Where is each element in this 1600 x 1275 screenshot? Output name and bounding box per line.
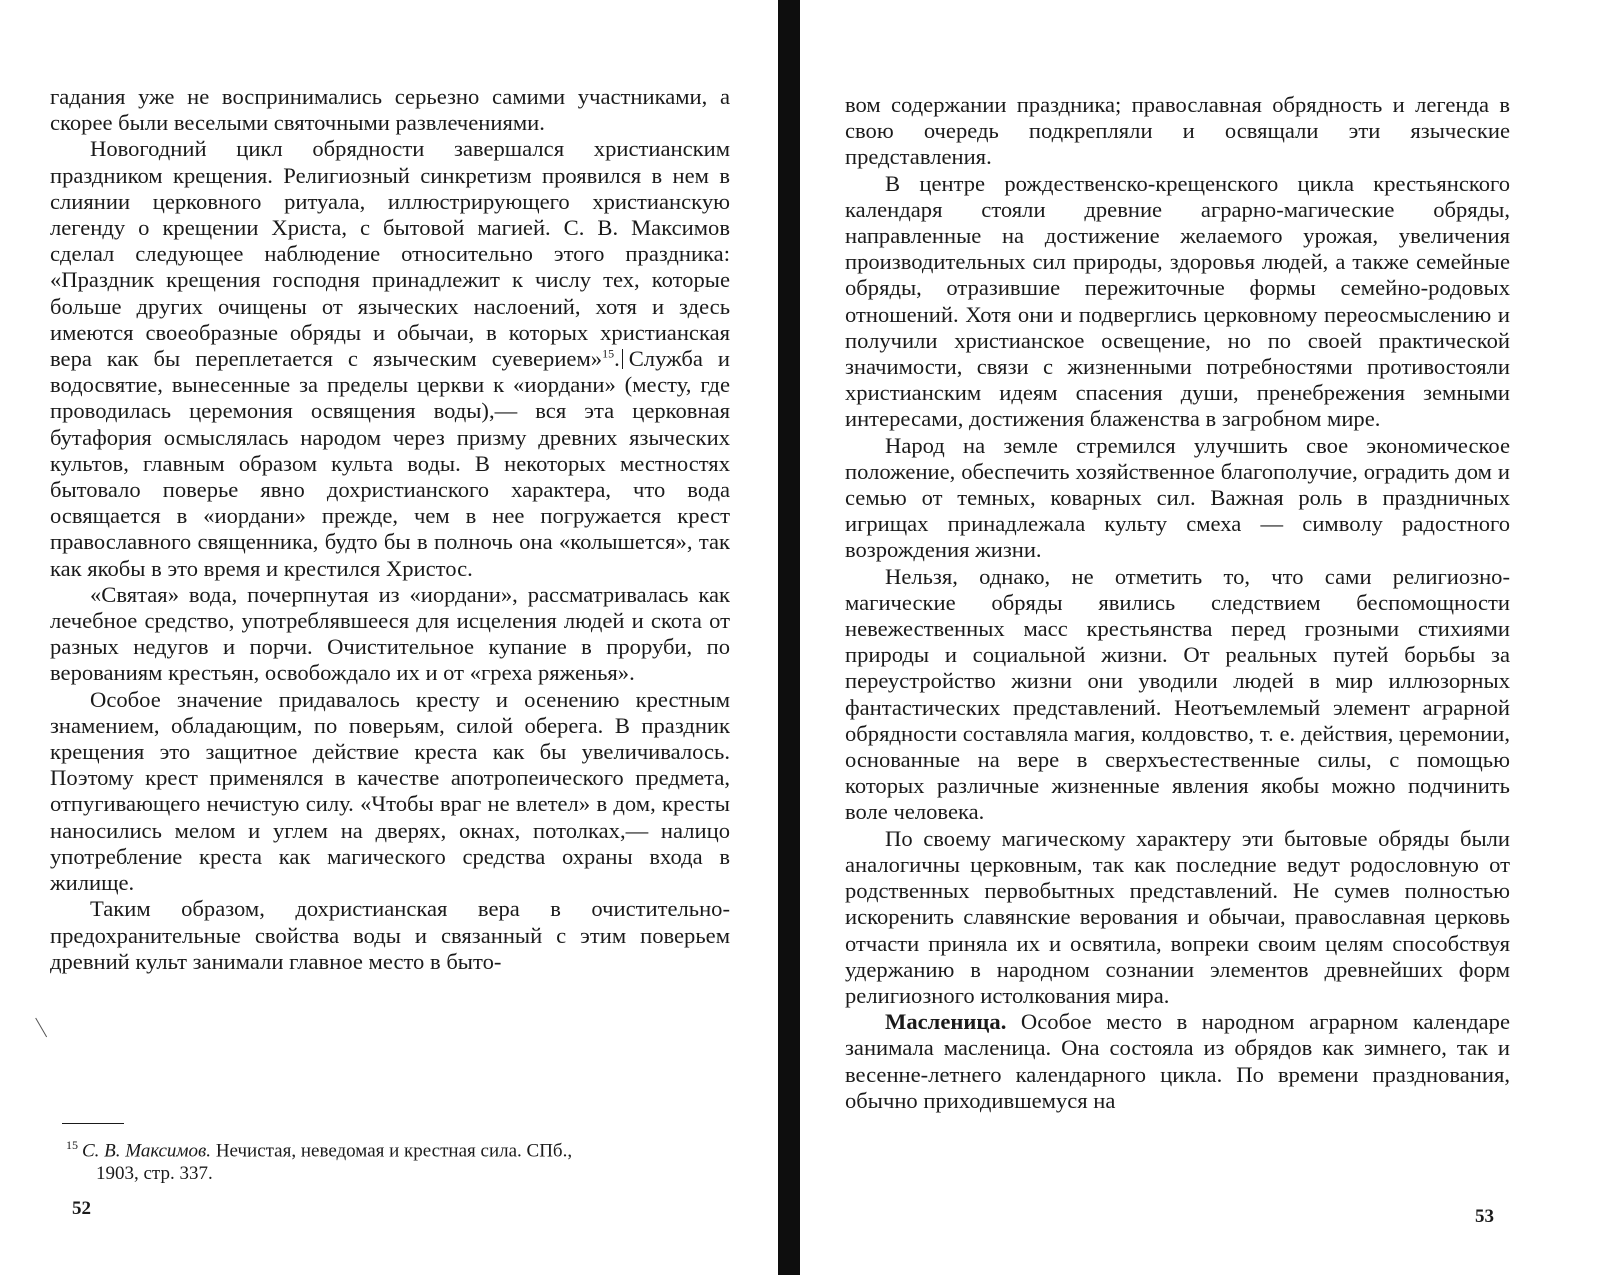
right-paragraph-4: Нельзя, однако, не отметить то, что сами религиозно-магические обряды явились следствием беспомощности невежественных масс крестьянства перед грозными стихиями природы и социальной жизни. От реальных путей борьбы за переустройство жизни они уводили людей в мир иллюзорных фантастических представлений. Неотъемлемый элемент аграрной обрядности составляла магия, колдовство, т. е. действия, церемонии, основанные на вере в сверхъестественные силы, с помощью которых различные жизненные явления якобы можно подчинить воле человека. <box>845 563 1510 825</box>
section-heading-maslenitsa: Масленица. <box>885 1009 1007 1035</box>
right-paragraph-1: вом содержании праздника; православная обрядность и легенда в свою очередь подкрепляли и освящали эти языческие представления. <box>845 92 1510 170</box>
left-paragraph-4: Особое значение придавалось кресту и осенению крестным знамением, обладающим, по поверьям, силой оберега. В праздник крещения это защитное действие креста как бы увеличивалось. Поэтому крест применялся в качестве апотропеического предмета, отпугивающего нечистую силу. «Чтобы враг не влетел» в дом, кресты наносились мелом и углем на дверях, окнах, потолках,— налицо употребление креста как магического средства охраны входа в жилище. <box>50 686 730 896</box>
left-paragraph-2-rest: Служба и водосвятие, вынесенные за пределы церкви к «иордани» (месту, где проводилась церемония освящения воды),— вся эта церковная бутафория осмыслялась народом через призму древних языческих культов, главным образом культа воды. В некоторых местностях бытовало поверье явно дохристианского характера, что вода освящается в «иордани» прежде, чем в нее погружается крест православного священника, будто бы в полночь она «колышется», так как якобы в это время и крестился Христос. <box>50 346 730 581</box>
left-page <box>0 0 780 1275</box>
right-paragraph-6-text: Особое место в народном аграрном календаре занимала масленица. Она состояла из обрядов как зимнего, так и весенне-летнего календарного цикла. По времени празднования, обычно приходившемуся на <box>845 1009 1510 1113</box>
left-page-body <box>50 84 730 975</box>
footnote-title: Нечистая, неведомая и крестная сила. СПб., <box>215 1140 573 1162</box>
right-page <box>800 0 1600 1275</box>
left-paragraph-5: Таким образом, дохристианская вера в очистительно-предохранительные свойства воды и связанный с этим поверьем древний культ занимали главное место в быто- <box>50 896 730 974</box>
right-paragraph-2: В центре рождественско-крещенского цикла крестьянского календаря стояли древние аграрно-магические обряды, направленные на достижение желаемого урожая, увеличения производительных сил природы, здоровья людей, а также семейные обряды, отразившие пережиточные формы семейно-родовых отношений. Хотя они и подверглись церковному переосмыслению и получили христианское освещение, но по своей практической значимости, связи с жизненными потребностями противостояли христианским идеям спасения души, пренебрежения земными интересами, достижения блаженства в загробном мире. <box>845 170 1510 432</box>
footnote-continuation: 1903, стр. 337. <box>96 1163 213 1185</box>
footnote-author: С. В. Максимов. <box>82 1140 212 1162</box>
right-paragraph-5: По своему магическому характеру эти бытовые обряды были аналогичны церковным, так как последние ведут родословную от родственных первобытных представлений. Не сумев полностью искоренить славянские верования и обычаи, православная церковь отчасти приняла их и освятила, вопреки своим целям способствуя удержанию в народном сознании элементов древнейших форм религиозного истолкования мира. <box>845 825 1510 1008</box>
left-paragraph-3: «Святая» вода, почерпнутая из «иордани», рассматривалась как лечебное средство, употреблявшееся для исцеления людей и скота от разных недугов и порчи. Очистительное купание в проруби, по верованиям крестьян, освобождало их и от «греха ряженья». <box>50 581 730 686</box>
right-paragraph-6 <box>845 1009 1510 1114</box>
footnote <box>66 1134 732 1185</box>
left-paragraph-1: гадания уже не воспринимались серьезно самими участниками, а скорее были веселыми святочными развлечениями. <box>50 84 730 136</box>
margin-mark <box>622 349 627 369</box>
page-number-right: 53 <box>1475 1206 1494 1227</box>
page-number-left: 52 <box>72 1198 91 1219</box>
footnote-reference: 15 <box>602 346 615 361</box>
footnote-number: 15 <box>66 1138 78 1152</box>
right-paragraph-3: Народ на земле стремился улучшить свое экономическое положение, обеспечить хозяйственное благополучие, оградить дом и семью от темных, коварных сил. Важная роль в праздничных игрищах принадлежала культу смеха — символу радостного возрождения жизни. <box>845 432 1510 563</box>
left-paragraph-2-quote: Новогодний цикл обрядности завершался христианским праздником крещения. Религиозный синкретизм проявился в нем в слиянии церковного ритуала, иллюстрирующего христианскую легенду о крещении Христа, с бытовой магией. С. В. Максимов сделал следующее наблюдение относительно этого праздника: «Праздник крещения господня принадлежит к числу тех, которые больше других очищены от языческих наслоений, хотя и здесь имеются своеобразные обряды и обычаи, в которых христианская вера как бы переплетается с языческим суеверием» <box>50 136 730 372</box>
right-page-body <box>845 92 1510 1114</box>
footnote-rule <box>62 1123 124 1124</box>
book-gutter <box>778 0 800 1275</box>
left-paragraph-2: Новогодний цикл обрядности завершался христианским праздником крещения. Религиозный синкретизм проявился в нем в слиянии церковного ритуала, иллюстрирующего христианскую легенду о крещении Христа, с бытовой магией. С. В. Максимов сделал следующее наблюдение относительно этого праздника: «Праздник крещения господня принадлежит к числу тех, которые больше других очищены от языческих наслоений, хотя и здесь имеются своеобразные обряды и обычаи, в которых христианская вера как бы переплетается с языческим суеверием»$^{15}$. Служба и водосвятие, вынесенные за пределы церкви к «иордани» (месту, где проводилась церемония освящения воды),— вся эта церковная бутафория осмыслялась народом через призму древних языческих культов, главным образом культа воды. В некоторых местностях бытовало поверье явно дохристианского характера, что вода освящается в «иордани» прежде, чем в нее погружается крест православного священника, будто бы в полночь она «колышется», так как якобы в это время и крестился Христос. <box>50 136 730 581</box>
scan-pencil-mark <box>35 1013 56 1038</box>
